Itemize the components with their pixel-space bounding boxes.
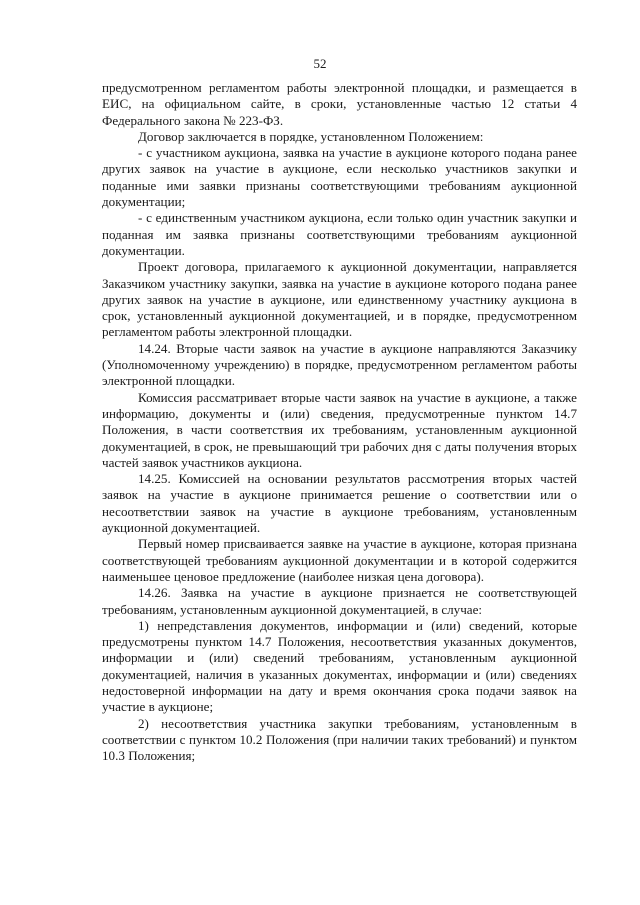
paragraph: 14.24. Вторые части заявок на участие в аукционе направляются Заказчику (Уполномоченному учреждению) в порядке, предусмотренном регламентом работы электронной площадки. xyxy=(102,340,577,389)
paragraph: - с единственным участником аукциона, если только один участник закупки и поданная им заявка признаны соответствующими требованиям аукционной документации. xyxy=(102,210,577,258)
paragraph: Договор заключается в порядке, установленном Положением: xyxy=(138,128,484,144)
paragraph: 14.25. Комиссией на основании результатов рассмотрения вторых частей заявок на участие в аукционе принимается решение о соответствии или о несоответствии заявок на участие в аукционе требованиям, установленным аукционной документацией. xyxy=(102,471,577,536)
paragraph: 2) несоответствия участника закупки требованиям, установленным в соответствии с пунктом 10.2 Положения (при наличии таких требований) и пунктом 10.3 Положения; xyxy=(102,715,577,764)
document-body xyxy=(102,80,577,764)
paragraph: предусмотренном регламентом работы электронной площадки, и размещается в ЕИС, на официальном сайте, в сроки, установленные частью 12 статьи 4 Федерального закона № 223-ФЗ. xyxy=(102,80,577,128)
paragraph: Комиссия рассматривает вторые части заявок на участие в аукционе, а также информацию, документы и (или) сведения, предусмотренные пунктом 14.7 Положения, в части соответствия их требованиям, установленным аукционной документацией, в срок, не превышающий три рабочих дня с даты получения вторых частей заявок участников аукциона. xyxy=(102,389,577,470)
paragraph: Проект договора, прилагаемого к аукционной документации, направляется Заказчиком участнику закупки, заявка на участие в аукционе которого подана ранее других заявок на участие в аукционе, или единственному участнику аукциона в срок, установленный аукционной документацией, и в порядке, предусмотренном регламентом работы электронной площадки. xyxy=(102,259,577,340)
paragraph: 1) непредставления документов, информации и (или) сведений, которые предусмотрены пунктом 14.7 Положения, несоответствия указанных документов, информации и (или) сведений требованиям, установленным аукционной документацией, наличия в указанных документах, информации и (или) сведениях недостоверной информации на дату и время окончания срока подачи заявок на участие в аукционе; xyxy=(102,617,577,715)
paragraph: - с участником аукциона, заявка на участие в аукционе которого подана ранее других заявок на участие в аукционе, если несколько участников закупки и поданные ими заявки признаны соответствующими требованиям аукционной документации; xyxy=(102,145,577,210)
paragraph: Первый номер присваивается заявке на участие в аукционе, которая признана соответствующей требованиям аукционной документации и в которой содержится наименьшее ценовое предложение (наиболее низкая цена договора). xyxy=(102,536,577,584)
paragraph: 14.26. Заявка на участие в аукционе признается не соответствующей требованиям, установленным аукционной документацией, в случае: xyxy=(102,585,577,617)
page-number: 52 xyxy=(313,56,327,71)
